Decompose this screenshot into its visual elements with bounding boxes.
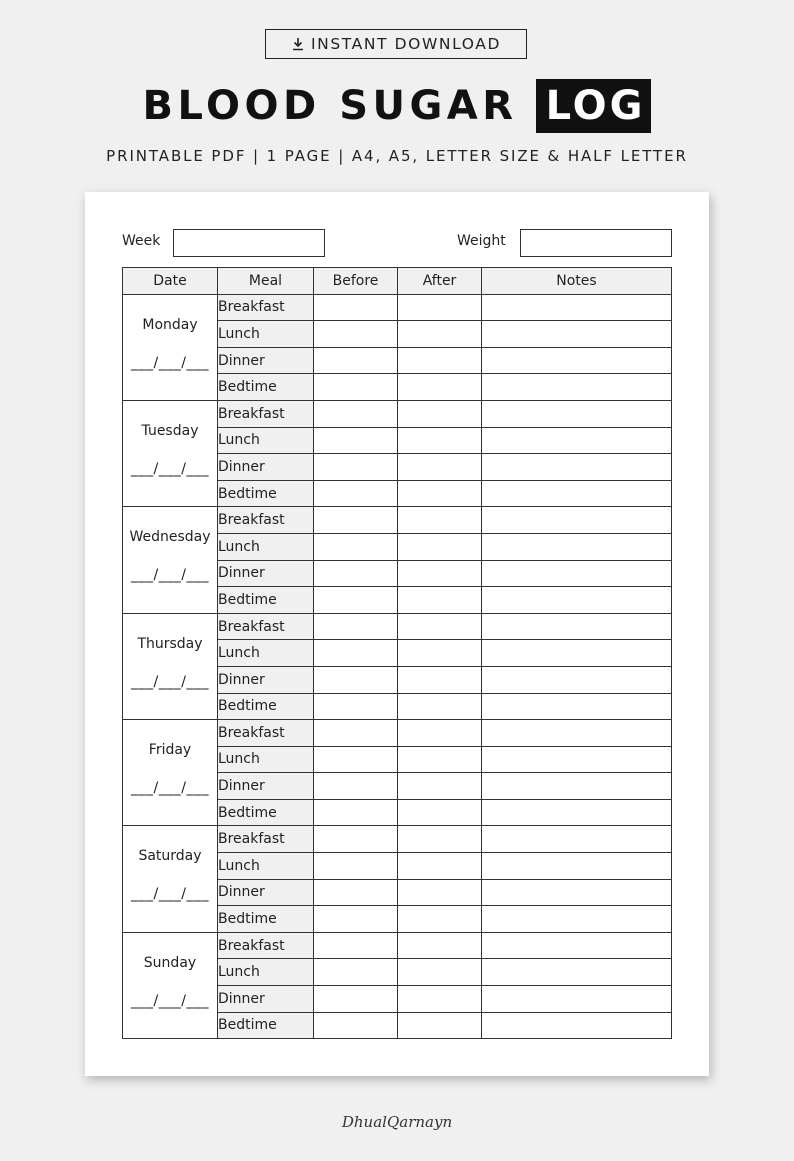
meal-label: Breakfast [218, 613, 314, 640]
before-cell[interactable] [314, 507, 398, 534]
notes-cell[interactable] [482, 853, 672, 880]
day-name: Sunday [143, 954, 197, 971]
day-cell-sunday [123, 932, 218, 1038]
meal-label: Dinner [218, 560, 314, 587]
before-cell[interactable] [314, 959, 398, 986]
before-cell[interactable] [314, 693, 398, 720]
date-placeholder[interactable]: ___/___/___ [131, 567, 209, 584]
date-placeholder[interactable]: ___/___/___ [131, 992, 209, 1009]
after-cell[interactable] [398, 427, 482, 454]
after-cell[interactable] [398, 959, 482, 986]
before-cell[interactable] [314, 427, 398, 454]
after-cell[interactable] [398, 347, 482, 374]
meal-label: Lunch [218, 321, 314, 348]
notes-cell[interactable] [482, 374, 672, 401]
title-highlight: LOG [536, 79, 652, 133]
log-sheet [85, 192, 709, 1076]
notes-cell[interactable] [482, 294, 672, 321]
before-cell[interactable] [314, 480, 398, 507]
meal-label: Bedtime [218, 799, 314, 826]
notes-cell[interactable] [482, 720, 672, 747]
after-cell[interactable] [398, 906, 482, 933]
table-row [123, 932, 672, 959]
meal-label: Dinner [218, 347, 314, 374]
download-icon [291, 37, 305, 51]
notes-cell[interactable] [482, 480, 672, 507]
before-cell[interactable] [314, 1012, 398, 1039]
table-row [123, 294, 672, 321]
meal-label: Lunch [218, 746, 314, 773]
after-cell[interactable] [398, 879, 482, 906]
notes-cell[interactable] [482, 826, 672, 853]
week-label: Week [122, 233, 161, 249]
before-cell[interactable] [314, 347, 398, 374]
day-cell-tuesday [123, 400, 218, 506]
after-cell[interactable] [398, 321, 482, 348]
day-name: Friday [148, 742, 192, 759]
meal-label: Dinner [218, 879, 314, 906]
before-cell[interactable] [314, 826, 398, 853]
after-cell[interactable] [398, 773, 482, 800]
table-row [123, 613, 672, 640]
after-cell[interactable] [398, 932, 482, 959]
meal-label: Breakfast [218, 720, 314, 747]
before-cell[interactable] [314, 853, 398, 880]
signature-logo: DhualQarnayn [341, 1113, 453, 1131]
before-cell[interactable] [314, 799, 398, 826]
after-cell[interactable] [398, 826, 482, 853]
meal-label: Bedtime [218, 587, 314, 614]
notes-cell[interactable] [482, 400, 672, 427]
meal-label: Bedtime [218, 1012, 314, 1039]
before-cell[interactable] [314, 533, 398, 560]
day-cell-saturday [123, 826, 218, 932]
after-cell[interactable] [398, 560, 482, 587]
meal-label: Bedtime [218, 693, 314, 720]
after-cell[interactable] [398, 1012, 482, 1039]
before-cell[interactable] [314, 454, 398, 481]
notes-cell[interactable] [482, 799, 672, 826]
day-name: Saturday [138, 848, 202, 865]
day-name: Monday [142, 316, 198, 333]
meal-label: Breakfast [218, 826, 314, 853]
before-cell[interactable] [314, 400, 398, 427]
notes-cell[interactable] [482, 587, 672, 614]
meal-label: Bedtime [218, 906, 314, 933]
meal-label: Lunch [218, 853, 314, 880]
column-header-before: Before [314, 268, 398, 295]
notes-cell[interactable] [482, 427, 672, 454]
before-cell[interactable] [314, 986, 398, 1013]
before-cell[interactable] [314, 879, 398, 906]
notes-cell[interactable] [482, 746, 672, 773]
meal-label: Dinner [218, 986, 314, 1013]
meal-label: Breakfast [218, 294, 314, 321]
after-cell[interactable] [398, 799, 482, 826]
notes-cell[interactable] [482, 906, 672, 933]
date-placeholder[interactable]: ___/___/___ [131, 673, 209, 690]
column-header-date: Date [123, 268, 218, 295]
column-header-after: After [398, 268, 482, 295]
day-name: Wednesday [129, 529, 211, 546]
meal-label: Lunch [218, 640, 314, 667]
after-cell[interactable] [398, 374, 482, 401]
day-name: Thursday [137, 635, 203, 652]
after-cell[interactable] [398, 720, 482, 747]
subtitle: PRINTABLE PDF | 1 PAGE | A4, A5, LETTER SIZE & HALF LETTER [106, 147, 688, 165]
after-cell[interactable] [398, 480, 482, 507]
weight-field[interactable] [520, 229, 672, 257]
notes-cell[interactable] [482, 879, 672, 906]
after-cell[interactable] [398, 853, 482, 880]
table-row [123, 826, 672, 853]
after-cell[interactable] [398, 533, 482, 560]
table-row [123, 400, 672, 427]
notes-cell[interactable] [482, 613, 672, 640]
before-cell[interactable] [314, 613, 398, 640]
notes-cell[interactable] [482, 533, 672, 560]
before-cell[interactable] [314, 294, 398, 321]
date-placeholder[interactable]: ___/___/___ [131, 780, 209, 797]
instant-download-badge [265, 29, 527, 59]
badge-label: INSTANT DOWNLOAD [310, 35, 502, 53]
blood-sugar-table [122, 267, 672, 1039]
after-cell[interactable] [398, 666, 482, 693]
meal-label: Lunch [218, 427, 314, 454]
before-cell[interactable] [314, 906, 398, 933]
meal-label: Breakfast [218, 507, 314, 534]
date-placeholder[interactable]: ___/___/___ [131, 354, 209, 371]
notes-cell[interactable] [482, 666, 672, 693]
date-placeholder[interactable]: ___/___/___ [131, 460, 209, 477]
after-cell[interactable] [398, 613, 482, 640]
notes-cell[interactable] [482, 1012, 672, 1039]
notes-cell[interactable] [482, 773, 672, 800]
meal-label: Breakfast [218, 400, 314, 427]
before-cell[interactable] [314, 560, 398, 587]
after-cell[interactable] [398, 400, 482, 427]
date-placeholder[interactable]: ___/___/___ [131, 886, 209, 903]
meal-label: Bedtime [218, 480, 314, 507]
notes-cell[interactable] [482, 959, 672, 986]
table-header-row [123, 268, 672, 295]
after-cell[interactable] [398, 454, 482, 481]
before-cell[interactable] [314, 932, 398, 959]
day-cell-friday [123, 720, 218, 826]
notes-cell[interactable] [482, 560, 672, 587]
table-row [123, 507, 672, 534]
day-cell-wednesday [123, 507, 218, 613]
column-header-notes: Notes [482, 268, 672, 295]
after-cell[interactable] [398, 746, 482, 773]
meal-label: Lunch [218, 959, 314, 986]
after-cell[interactable] [398, 640, 482, 667]
notes-cell[interactable] [482, 640, 672, 667]
notes-cell[interactable] [482, 986, 672, 1013]
notes-cell[interactable] [482, 454, 672, 481]
before-cell[interactable] [314, 666, 398, 693]
notes-cell[interactable] [482, 932, 672, 959]
before-cell[interactable] [314, 587, 398, 614]
page-title [0, 76, 794, 136]
day-cell-thursday [123, 613, 218, 719]
before-cell[interactable] [314, 773, 398, 800]
before-cell[interactable] [314, 321, 398, 348]
meal-label: Dinner [218, 454, 314, 481]
after-cell[interactable] [398, 986, 482, 1013]
meal-label: Breakfast [218, 932, 314, 959]
after-cell[interactable] [398, 693, 482, 720]
after-cell[interactable] [398, 294, 482, 321]
meal-label: Dinner [218, 666, 314, 693]
meal-label: Bedtime [218, 374, 314, 401]
column-header-meal: Meal [218, 268, 314, 295]
day-cell-monday [123, 294, 218, 400]
after-cell[interactable] [398, 507, 482, 534]
notes-cell[interactable] [482, 347, 672, 374]
after-cell[interactable] [398, 587, 482, 614]
notes-cell[interactable] [482, 693, 672, 720]
table-body [123, 294, 672, 1039]
before-cell[interactable] [314, 640, 398, 667]
notes-cell[interactable] [482, 321, 672, 348]
week-field[interactable] [173, 229, 325, 257]
before-cell[interactable] [314, 374, 398, 401]
meal-label: Dinner [218, 773, 314, 800]
weight-label: Weight [457, 233, 506, 249]
day-name: Tuesday [141, 422, 199, 439]
table-row [123, 720, 672, 747]
before-cell[interactable] [314, 746, 398, 773]
title-main: BLOOD SUGAR [142, 83, 518, 129]
meal-label: Lunch [218, 533, 314, 560]
notes-cell[interactable] [482, 507, 672, 534]
before-cell[interactable] [314, 720, 398, 747]
